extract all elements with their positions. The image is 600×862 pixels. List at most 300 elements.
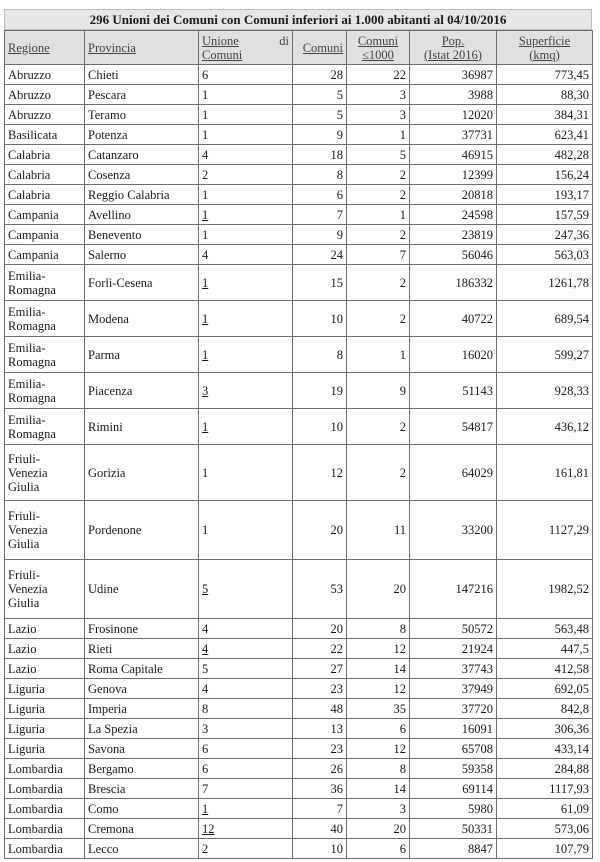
cell-pop (410, 679, 497, 699)
cell-comuni-value: 10 (330, 841, 343, 856)
cell-pop-value: 46915 (461, 147, 493, 162)
header-superficie-line2: (kmq) (529, 47, 560, 62)
cell-comuni (293, 85, 347, 105)
cell-comuni-value: 18 (330, 147, 343, 162)
table-row (5, 739, 593, 759)
header-superficie-line1: Superficie (518, 33, 571, 48)
regione-line: Calabria (8, 147, 51, 162)
cell-superficie (497, 659, 593, 679)
cell-superficie (497, 245, 593, 265)
cell-unione (199, 839, 293, 859)
cell-provincia (85, 205, 199, 225)
cell-provincia (85, 839, 199, 859)
cell-comuni-value: 20 (330, 523, 343, 537)
cell-superficie (497, 265, 593, 301)
cell-unione (199, 819, 293, 839)
cell-comuni-1000 (347, 373, 410, 409)
cell-comuni (293, 759, 347, 779)
cell-comuni-1000-value: 2 (399, 227, 406, 242)
cell-comuni-value: 26 (330, 761, 343, 776)
cell-comuni-1000 (347, 409, 410, 445)
cell-superficie-value: 689,54 (554, 311, 589, 326)
cell-superficie (497, 679, 593, 699)
cell-provincia-value: Imperia (88, 701, 127, 716)
cell-pop (410, 245, 497, 265)
header-comuni-1000-line2: ≤1000 (362, 47, 394, 62)
cell-provincia (85, 301, 199, 337)
cell-regione (5, 225, 85, 245)
cell-provincia (85, 679, 199, 699)
cell-comuni-1000-value: 14 (393, 781, 406, 796)
cell-provincia-value: Benevento (88, 227, 142, 242)
cell-provincia (85, 699, 199, 719)
cell-comuni (293, 659, 347, 679)
cell-comuni-value: 20 (330, 621, 343, 636)
cell-comuni-1000 (347, 65, 410, 85)
regione-line: Campania (8, 247, 59, 262)
table-row (5, 85, 593, 105)
cell-comuni (293, 779, 347, 799)
cell-comuni-value: 8 (336, 347, 343, 362)
cell-comuni-1000-value: 12 (393, 741, 406, 756)
cell-pop-value: 186332 (455, 275, 493, 290)
cell-comuni-1000-value: 12 (393, 641, 406, 656)
cell-comuni-1000-value: 9 (399, 383, 406, 398)
table-row (5, 265, 593, 301)
cell-pop (410, 799, 497, 819)
cell-comuni (293, 799, 347, 819)
regione-line: Friuli- (8, 509, 40, 523)
cell-pop (410, 301, 497, 337)
cell-regione (5, 185, 85, 205)
cell-comuni (293, 409, 347, 445)
table-row (5, 819, 593, 839)
table-body (5, 65, 593, 859)
cell-comuni-value: 13 (330, 721, 343, 736)
cell-comuni-1000 (347, 225, 410, 245)
cell-comuni-1000-value: 8 (399, 621, 406, 636)
cell-comuni (293, 619, 347, 639)
cell-unione-value: 1 (202, 275, 209, 290)
cell-provincia-value: Teramo (88, 107, 126, 122)
cell-regione (5, 639, 85, 659)
header-provincia: Provincia (85, 31, 199, 65)
regione-line: Emilia- (8, 268, 46, 283)
cell-superficie-value: 384,31 (554, 107, 589, 122)
cell-pop-value: 16020 (461, 347, 493, 362)
cell-comuni-value: 23 (330, 681, 343, 696)
regione-line: Campania (8, 227, 59, 242)
cell-comuni-1000-value: 20 (393, 582, 406, 596)
cell-provincia-value: Cosenza (88, 167, 131, 182)
header-row (5, 31, 593, 65)
regione-line: Emilia- (8, 304, 46, 319)
cell-pop-value: 51143 (462, 383, 493, 398)
cell-superficie (497, 779, 593, 799)
cell-regione (5, 759, 85, 779)
regione-line: Lombardia (8, 821, 63, 836)
table-row (5, 839, 593, 859)
regione-line: Romagna (8, 318, 56, 333)
regione-line: Lombardia (8, 841, 63, 856)
cell-pop-value: 40722 (461, 311, 493, 326)
table-row (5, 501, 593, 560)
cell-provincia (85, 409, 199, 445)
cell-provincia (85, 619, 199, 639)
table-row (5, 205, 593, 225)
cell-provincia (85, 85, 199, 105)
cell-superficie (497, 65, 593, 85)
cell-unione-value: 4 (202, 621, 209, 636)
cell-unione (199, 65, 293, 85)
cell-comuni-1000-value: 1 (399, 207, 406, 222)
cell-pop-value: 12399 (461, 167, 493, 182)
cell-comuni (293, 145, 347, 165)
cell-comuni-value: 7 (336, 801, 343, 816)
cell-superficie (497, 739, 593, 759)
cell-comuni (293, 373, 347, 409)
cell-pop-value: 5980 (468, 801, 493, 816)
cell-comuni-value: 9 (336, 227, 343, 242)
cell-comuni (293, 445, 347, 501)
cell-provincia (85, 337, 199, 373)
cell-comuni-1000 (347, 779, 410, 799)
cell-superficie-value: 1982,52 (548, 582, 589, 596)
cell-provincia-value: Gorizia (88, 465, 126, 480)
regione-line: Emilia- (8, 412, 46, 427)
cell-comuni-1000-value: 35 (393, 701, 406, 716)
cell-pop-value: 56046 (461, 247, 493, 262)
cell-unione (199, 560, 293, 619)
cell-comuni (293, 205, 347, 225)
cell-comuni-1000-value: 2 (399, 187, 406, 202)
cell-superficie (497, 819, 593, 839)
cell-comuni-value: 10 (330, 311, 343, 326)
regione-line: Lombardia (8, 761, 63, 776)
cell-comuni (293, 65, 347, 85)
cell-comuni (293, 699, 347, 719)
cell-superficie (497, 373, 593, 409)
cell-unione (199, 185, 293, 205)
table-row (5, 759, 593, 779)
regione-line: Venezia (8, 582, 48, 596)
cell-superficie-value: 623,41 (554, 127, 589, 142)
table-row (5, 145, 593, 165)
table-row (5, 105, 593, 125)
cell-pop-value: 69114 (462, 781, 493, 796)
cell-comuni (293, 301, 347, 337)
cell-comuni (293, 679, 347, 699)
cell-superficie (497, 105, 593, 125)
cell-pop-value: 23819 (461, 227, 493, 242)
cell-provincia (85, 265, 199, 301)
cell-provincia (85, 125, 199, 145)
cell-unione (199, 679, 293, 699)
cell-comuni (293, 105, 347, 125)
cell-provincia-value: Chieti (88, 67, 119, 82)
cell-comuni-1000-value: 1 (399, 347, 406, 362)
cell-provincia-value: Como (88, 801, 119, 816)
cell-regione (5, 819, 85, 839)
cell-pop (410, 65, 497, 85)
cell-pop-value: 37720 (461, 701, 493, 716)
cell-regione (5, 205, 85, 225)
cell-provincia-value: Reggio Calabria (88, 187, 170, 202)
cell-superficie (497, 125, 593, 145)
cell-regione (5, 839, 85, 859)
cell-superficie-value: 412,58 (554, 661, 589, 676)
header-superficie (497, 31, 593, 65)
cell-regione (5, 373, 85, 409)
header-comuni: Comuni (293, 31, 347, 65)
cell-unione (199, 265, 293, 301)
regione-line: Venezia (8, 523, 48, 537)
regione-line: Venezia (8, 465, 48, 480)
cell-pop (410, 85, 497, 105)
cell-superficie-value: 284,88 (554, 761, 589, 776)
cell-comuni-1000 (347, 799, 410, 819)
regione-line: Giulia (8, 537, 40, 551)
header-pop-line2: (Istat 2016) (424, 47, 482, 62)
cell-unione-value: 7 (202, 781, 209, 796)
cell-regione (5, 699, 85, 719)
cell-comuni-value: 27 (330, 661, 343, 676)
cell-comuni-value: 53 (330, 582, 343, 596)
cell-unione-value: 1 (202, 523, 209, 537)
cell-comuni-1000-value: 2 (399, 419, 406, 434)
cell-pop (410, 225, 497, 245)
regione-line: Lombardia (8, 801, 63, 816)
table-row (5, 699, 593, 719)
cell-provincia (85, 639, 199, 659)
cell-comuni-1000-value: 3 (399, 107, 406, 122)
cell-superficie (497, 301, 593, 337)
cell-unione-value: 1 (202, 227, 209, 242)
cell-pop-value: 3988 (468, 87, 493, 102)
cell-superficie (497, 799, 593, 819)
table-row (5, 125, 593, 145)
regione-line: Lombardia (8, 781, 63, 796)
cell-superficie-value: 692,05 (554, 681, 589, 696)
cell-comuni-1000-value: 22 (393, 67, 406, 82)
table-row (5, 619, 593, 639)
cell-comuni-value: 8 (336, 167, 343, 182)
cell-regione (5, 85, 85, 105)
cell-pop-value: 37949 (461, 681, 493, 696)
cell-comuni (293, 639, 347, 659)
cell-provincia-value: Frosinone (88, 621, 138, 636)
cell-comuni-1000-value: 5 (399, 147, 406, 162)
cell-regione (5, 245, 85, 265)
cell-unione (199, 445, 293, 501)
cell-unione (199, 205, 293, 225)
cell-pop-value: 20818 (461, 187, 493, 202)
cell-unione-value: 1 (202, 465, 209, 480)
cell-comuni (293, 165, 347, 185)
cell-provincia-value: Salerno (88, 247, 127, 262)
cell-regione (5, 659, 85, 679)
cell-provincia-value: Pescara (88, 87, 127, 102)
cell-comuni (293, 265, 347, 301)
cell-provincia (85, 145, 199, 165)
cell-superficie (497, 619, 593, 639)
regione-line: Abruzzo (8, 87, 52, 102)
cell-regione (5, 445, 85, 501)
cell-regione (5, 337, 85, 373)
cell-unione-value: 1 (202, 107, 209, 122)
cell-provincia (85, 719, 199, 739)
cell-provincia (85, 759, 199, 779)
cell-pop (410, 265, 497, 301)
cell-pop-value: 54817 (461, 419, 493, 434)
cell-unione (199, 639, 293, 659)
cell-comuni-value: 12 (330, 465, 343, 480)
cell-comuni-1000 (347, 639, 410, 659)
cell-unione-value: 2 (202, 841, 209, 856)
cell-provincia-value: La Spezia (88, 721, 138, 736)
cell-regione (5, 560, 85, 619)
cell-provincia-value: Rimini (88, 419, 123, 434)
cell-superficie (497, 409, 593, 445)
cell-unione-value: 4 (202, 247, 209, 262)
regione-line: Liguria (8, 721, 45, 736)
cell-comuni-1000 (347, 659, 410, 679)
cell-pop (410, 185, 497, 205)
cell-unione (199, 739, 293, 759)
cell-comuni-value: 48 (330, 701, 343, 716)
cell-pop (410, 639, 497, 659)
cell-provincia-value: Forlì-Cesena (88, 275, 153, 290)
cell-pop (410, 409, 497, 445)
cell-superficie-value: 1117,93 (549, 781, 589, 796)
cell-unione (199, 85, 293, 105)
cell-provincia-value: Pordenone (88, 523, 142, 537)
cell-unione-value: 2 (202, 167, 209, 182)
regione-line: Liguria (8, 681, 45, 696)
cell-provincia-value: Piacenza (88, 383, 133, 398)
cell-unione-value: 6 (202, 741, 209, 756)
cell-regione (5, 105, 85, 125)
cell-superficie-value: 436,12 (554, 419, 589, 434)
cell-unione-value: 5 (202, 661, 209, 676)
cell-comuni-1000 (347, 839, 410, 859)
cell-superficie-value: 773,45 (554, 67, 589, 82)
cell-provincia (85, 819, 199, 839)
cell-comuni-1000 (347, 265, 410, 301)
table-row (5, 445, 593, 501)
cell-comuni (293, 337, 347, 373)
cell-provincia-value: Lecco (88, 841, 119, 856)
cell-comuni-1000-value: 7 (399, 247, 406, 262)
cell-provincia-value: Bergamo (88, 761, 134, 776)
header-unione-line2: Comuni (202, 47, 243, 62)
regione-line: Romagna (8, 426, 56, 441)
cell-comuni (293, 560, 347, 619)
cell-comuni-1000-value: 8 (399, 761, 406, 776)
table-row (5, 301, 593, 337)
cell-comuni (293, 245, 347, 265)
regione-line: Abruzzo (8, 67, 52, 82)
cell-superficie (497, 445, 593, 501)
cell-comuni-1000 (347, 165, 410, 185)
cell-superficie (497, 839, 593, 859)
cell-comuni-1000 (347, 699, 410, 719)
cell-superficie-value: 447,5 (560, 641, 589, 656)
cell-regione (5, 65, 85, 85)
cell-superficie-value: 482,28 (554, 147, 589, 162)
table-row (5, 245, 593, 265)
cell-superficie-value: 563,48 (554, 621, 589, 636)
cell-unione (199, 105, 293, 125)
cell-unione-value: 1 (202, 311, 209, 326)
cell-superficie-value: 563,03 (554, 247, 589, 262)
header-comuni-1000 (347, 31, 410, 65)
cell-regione (5, 165, 85, 185)
unioni-table (4, 30, 593, 859)
table-row (5, 639, 593, 659)
cell-comuni-value: 6 (336, 187, 343, 202)
header-regione: Regione (5, 31, 85, 65)
cell-pop (410, 501, 497, 560)
cell-regione (5, 409, 85, 445)
cell-pop-value: 64029 (461, 465, 493, 480)
table-row (5, 719, 593, 739)
cell-pop (410, 719, 497, 739)
cell-pop-value: 50331 (461, 821, 493, 836)
cell-comuni-1000 (347, 185, 410, 205)
cell-pop-value: 37743 (461, 661, 493, 676)
cell-comuni-1000-value: 12 (393, 681, 406, 696)
cell-comuni-1000 (347, 85, 410, 105)
cell-unione (199, 225, 293, 245)
cell-unione-value: 1 (202, 127, 209, 142)
cell-pop (410, 165, 497, 185)
cell-comuni-value: 19 (330, 383, 343, 398)
cell-unione (199, 699, 293, 719)
cell-comuni-1000 (347, 679, 410, 699)
regione-line: Calabria (8, 187, 51, 202)
table-row (5, 165, 593, 185)
cell-comuni-1000 (347, 819, 410, 839)
cell-pop-value: 36987 (461, 67, 493, 82)
cell-unione (199, 619, 293, 639)
cell-superficie-value: 842,8 (560, 701, 589, 716)
cell-pop-value: 24598 (461, 207, 493, 222)
cell-provincia-value: Cremona (88, 821, 134, 836)
cell-comuni-value: 22 (330, 641, 343, 656)
regione-line: Romagna (8, 282, 56, 297)
cell-superficie (497, 759, 593, 779)
cell-unione (199, 779, 293, 799)
cell-unione-value: 4 (202, 641, 209, 656)
cell-unione-value: 3 (202, 721, 209, 736)
cell-provincia (85, 185, 199, 205)
cell-unione (199, 145, 293, 165)
cell-comuni-1000 (347, 301, 410, 337)
header-unione (199, 31, 293, 65)
cell-pop-value: 59358 (461, 761, 493, 776)
cell-comuni-value: 5 (336, 107, 343, 122)
cell-pop-value: 12020 (461, 107, 493, 122)
cell-comuni-value: 36 (330, 781, 343, 796)
cell-superficie-value: 306,36 (554, 721, 589, 736)
cell-comuni-1000 (347, 245, 410, 265)
cell-provincia (85, 245, 199, 265)
cell-superficie-value: 157,59 (554, 207, 589, 222)
cell-comuni-1000 (347, 105, 410, 125)
cell-unione-value: 4 (202, 147, 209, 162)
cell-unione-value: 1 (202, 87, 209, 102)
